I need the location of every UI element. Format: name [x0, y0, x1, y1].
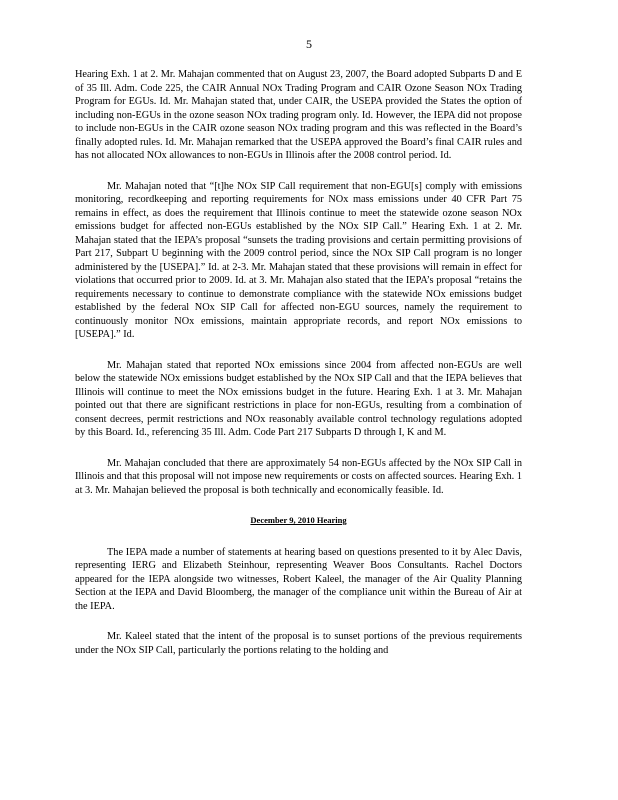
document-body: [75, 68, 522, 674]
page-number: 5: [306, 37, 312, 51]
paragraph-2: Mr. Mahajan noted that “[t]he NOx SIP Call requirement that non-EGU[s] comply with emissions monitoring, recordkeeping and reporting requirements for NOx mass emissions under 40 CFR Part 75 remains in effect, as does the requirement that Illinois continue to meet the statewide ozone season NOx emissions budget for affected non-EGUs established by the NOx SIP Call.” Hearing Exh. 1 at 2. Mr. Mahajan stated that the IEPA’s proposal “sunsets the trading provisions and certain permitting provisions of Part 217, Subpart U beginning with the 2009 control period, since the NOx SIP Call program is no longer administered by the [USEPA].” Id. at 2-3. Mr. Mahajan stated that these provisions will remain in effect for violations that occurred prior to 2009. Id. at 3. Mr. Mahajan also stated that the IEPA’s proposal “retains the requirements necessary to continue to demonstrate compliance with the statewide NOx emissions budget established by the federal NOx SIP Call for affected non-EGU sources, namely the requirement to continuously monitor NOx emissions, maintain appropriate records, and report NOx emissions to [USEPA].” Id.: [75, 180, 522, 340]
paragraph-6: Mr. Kaleel stated that the intent of the proposal is to sunset portions of the previous requirements under the NOx SIP Call, particularly the portions relating to the holding and: [75, 631, 522, 656]
paragraph-5: The IEPA made a number of statements at hearing based on questions presented to it by Alec Davis, representing IERG and Elizabeth Steinhour, representing Weaver Boos Consultants. Rachel Doctors appeared for the IEPA alongside two witnesses, Robert Kaleel, the manager of the Air Quality Planning Section at the IEPA and David Bloomberg, the manager of the compliance unit within the Bureau of Air at the IEPA.: [75, 546, 522, 612]
paragraph-4: Mr. Mahajan concluded that there are approximately 54 non-EGUs affected by the NOx SIP Call in Illinois and that this proposal will not impose new requirements or costs on affected sources. Hearing Exh. 1 at 3. Mr. Mahajan believed the proposal is both technically and economically feasible. Id.: [75, 457, 522, 496]
paragraph-1: Hearing Exh. 1 at 2. Mr. Mahajan commented that on August 23, 2007, the Board adopted Subparts D and E of 35 Ill. Adm. Code 225, the CAIR Annual NOx Trading Program and CAIR Ozone Season NOx Trading Program for EGUs. Id. Mr. Mahajan stated that, under CAIR, the USEPA provided the States the option of including non-EGUs in the ozone season NOx trading program only. Id. However, the IEPA did not propose to include non-EGUs in the CAIR ozone season NOx trading program and this was reflected in the Board’s finally adopted rules. Id. Mr. Mahajan remarked that the USEPA approved the Board’s final CAIR rules and has not allocated NOx allowances to non-EGUs in Illinois after the 2008 control period. Id.: [75, 69, 522, 161]
section-heading: [75, 514, 522, 528]
section-heading-text: December 9, 2010 Hearing: [250, 515, 347, 525]
paragraph-3: Mr. Mahajan stated that reported NOx emissions since 2004 from affected non-EGUs are well below the statewide NOx emissions budget established by the NOx SIP Call and that the IEPA believes that Illinois will continue to meet the NOx emissions budget in the future. Hearing Exh. 1 at 3. Mr. Mahajan pointed out that there are significant restrictions in place for non-EGUs, resulting from a combination of consent decrees, permit restrictions and NOx reasonably available control technology regulations adopted by this Board. Id., referencing 35 Ill. Adm. Code Part 217 Subparts D through I, K and M.: [75, 359, 522, 438]
